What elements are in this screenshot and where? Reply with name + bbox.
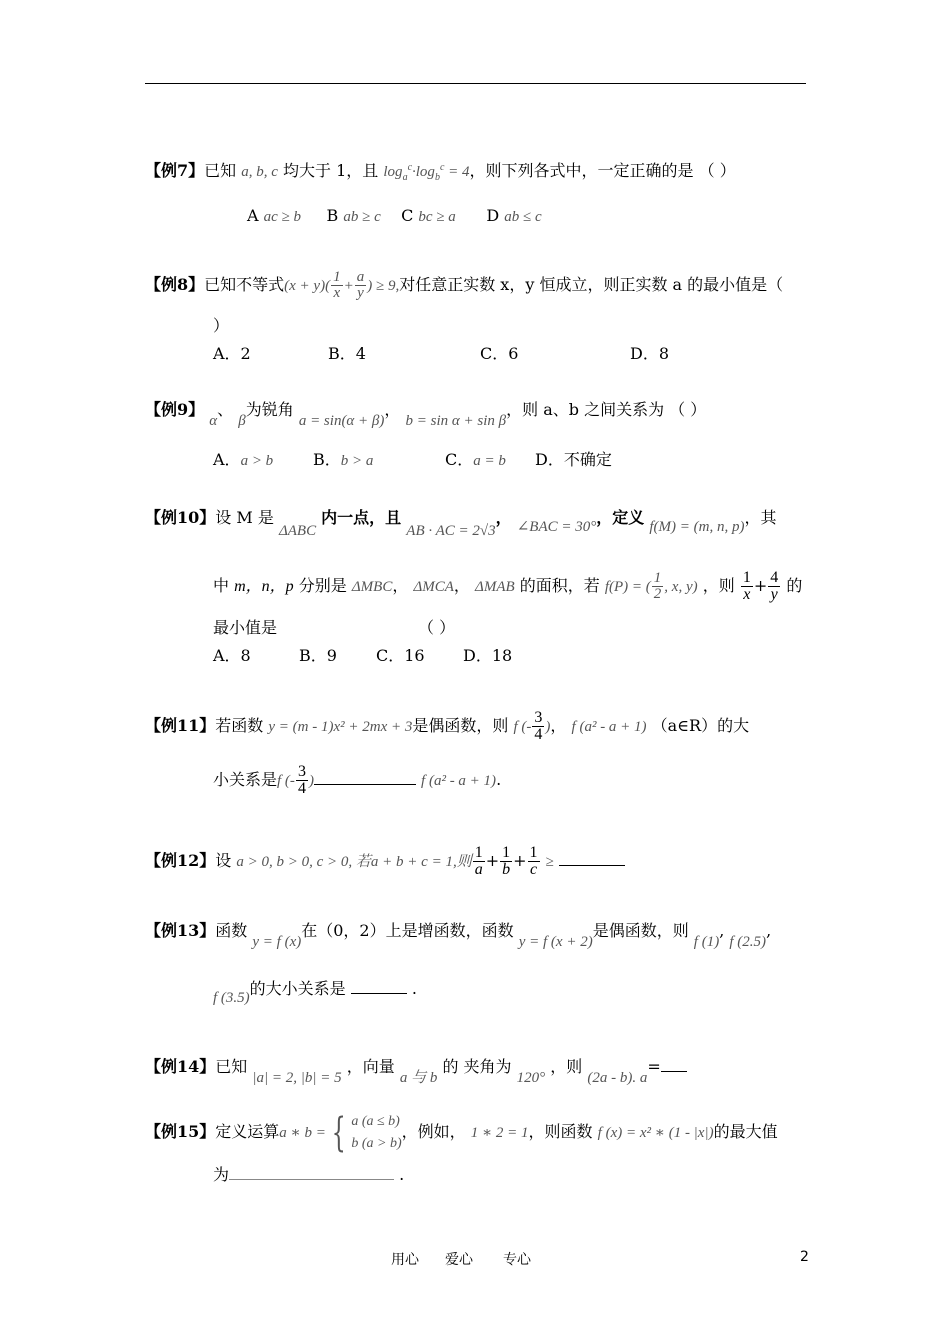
option-c: C．16 — [376, 646, 425, 665]
function: y = (m - 1)x² + 2mx + 3 — [268, 719, 413, 735]
example-8-question: 【例8】已知不等式(x + y)( $\frac{1}{x}$ + $\frac{a}{y}$ ) ≥ 9,对任意正实数 x，y 恒成立，则正实数 a 的最小值是（ — [145, 269, 784, 301]
alpha: α — [209, 413, 218, 429]
f-3-5: f (3.5) — [213, 990, 250, 1006]
example-13-tag: 【例13】 — [145, 921, 216, 940]
fraction: $\frac{a}{y}$ — [356, 269, 365, 301]
f-p: f(P) = ( — [604, 579, 651, 595]
f-2-5: f (2.5) — [729, 934, 767, 950]
option-d-label: D — [486, 206, 500, 225]
angle: ∠BAC = 30° — [516, 519, 597, 535]
header-rule — [145, 83, 806, 84]
answer-blank[interactable] — [559, 851, 625, 866]
option-d: D．18 — [463, 646, 513, 665]
text: 对任意正实数 x，y 恒成立，则正实数 a 的最小值是（ — [399, 275, 784, 294]
ge-sign: ≥ — [545, 854, 554, 870]
operator: a ∗ b = — [279, 1125, 326, 1141]
left-brace-icon: { — [331, 1109, 346, 1156]
option-a-label: A — [247, 206, 259, 225]
example-7-options — [247, 205, 542, 228]
option-b: B．4 — [328, 344, 366, 363]
option-c: C．a = b — [445, 450, 506, 469]
footer-motto-2: 爱心 — [445, 1252, 473, 1268]
angle-120: 120° — [516, 1070, 546, 1086]
piecewise: { a (a ≤ b) b (a > b) — [331, 1109, 402, 1156]
example-10-question-line-3: 最小值是 （ ） — [213, 618, 456, 637]
log-expression: $\log_a^c\cdot\log_b^c = 4$ — [383, 162, 470, 183]
option-b: ab ≥ c — [343, 209, 381, 225]
text: ，其 — [744, 508, 777, 527]
answer-blank[interactable] — [351, 979, 407, 994]
example-10-question-line-2: 中 m，n，p 分别是 ΔMBC， ΔMCA， ΔMAB 的面积，若 f(P) = ( $\frac{1}{2}$ , x, y) ，则 $\frac{1}{x}$ + $\frac{4}{y}$ 的 — [213, 569, 803, 603]
example-15-question-line-1: 【例15】定义运算a ∗ b = { a (a ≤ b) b (a > b) ，例如， 1 ∗ 2 = 1，则函数 f (x) = x² ∗ (1 - |x|)的最大值 — [145, 1109, 778, 1156]
option-c-label: C — [401, 206, 414, 225]
option-a: ac ≥ b — [263, 209, 302, 225]
answer-paren: （ ） — [418, 618, 456, 637]
text: ，定义 — [596, 508, 645, 527]
f-1: f (1) — [693, 934, 720, 950]
expression: (2a - b). a — [587, 1070, 648, 1086]
f-m-definition: f(M) = (m, n, p) — [649, 519, 745, 535]
option-c: bc ≥ a — [418, 209, 456, 225]
f-value-2: f (a² - a + 1) — [571, 719, 647, 735]
option-b: B．9 — [299, 646, 337, 665]
option-d: ab ≤ c — [504, 209, 542, 225]
mnp: m，n，p — [234, 578, 294, 595]
option-a: A．8 — [213, 646, 251, 665]
example-10-question-line-1: 【例10】设 M 是 ΔABC 内一点，且 AB · AC = 2√3， ∠BAC = 30°，定义 f(M) = (m, n, p)，其 — [145, 508, 777, 539]
example-11-question-line-1: 【例11】若函数 y = (m - 1)x² + 2mx + 3是偶函数，则 f (- $\frac{3}{4}$ )， f (a² - a + 1) （a∈R）的大 — [145, 709, 750, 743]
answer-blank[interactable] — [229, 1165, 394, 1180]
option-d: D．不确定 — [535, 450, 612, 469]
example-12-question: 【例12】设 a > 0, b > 0, c > 0, 若a + b + c = 1,则 $\frac{1}{a}$ + $\frac{1}{b}$ + $\frac{1}{c}$ ≥ — [145, 841, 625, 882]
function: f (x) = x² ∗ (1 - |x|) — [597, 1125, 714, 1141]
fraction: $\frac{1}{x}$ — [333, 269, 341, 301]
triangle-mbc: ΔMBC — [351, 579, 393, 595]
condition: a > 0, b > 0, c > 0, 若a + b + c = 1,则 — [236, 854, 472, 870]
example-7-question — [145, 157, 736, 189]
example-8-close-paren: ） — [213, 316, 230, 335]
a-expression: a = sin(α + β) — [298, 413, 385, 429]
example-11-tag: 【例11】 — [145, 716, 216, 735]
example-14-question: 【例14】已知 |a| = 2, |b| = 5 ，向量 a 与 b 的 夹角为 120° ，则 (2a - b). a= — [145, 1056, 687, 1079]
text: 内一点，且 — [321, 508, 402, 527]
norms: |a| = 2, |b| = 5 — [252, 1070, 342, 1086]
footer-motto-1: 用心 — [391, 1252, 419, 1268]
option-a: A．2 — [213, 344, 251, 363]
beta: β — [238, 413, 246, 429]
fraction-1-x: $\frac{1}{x}$ — [742, 569, 751, 603]
option-a: A．a > b — [213, 450, 274, 469]
math-lhs: (x + y)( — [284, 278, 331, 294]
example-7-tag: 【例7】 — [145, 161, 205, 180]
example-10-tag: 【例10】 — [145, 508, 216, 527]
fraction-1-a: $\frac{1}{a}$ — [474, 844, 483, 878]
option-b-label: B — [326, 206, 339, 225]
option-b: B．b > a — [313, 450, 374, 469]
example: 1 ∗ 2 = 1 — [470, 1125, 529, 1141]
option-d: D．8 — [630, 344, 670, 363]
vectors-a-b: a 与 b — [399, 1070, 438, 1086]
example-8-tag: 【例8】 — [145, 275, 205, 294]
triangle-mca: ΔMCA — [413, 579, 454, 595]
triangle-mab: ΔMAB — [475, 579, 515, 595]
function-y-fx2: y = f (x + 2) — [518, 934, 593, 950]
text: 均大于 1，且 — [283, 161, 379, 180]
fraction-1-b: $\frac{1}{b}$ — [502, 844, 511, 878]
example-15-question-line-2: 为 . — [213, 1165, 405, 1184]
math-rhs: ) ≥ 9, — [367, 278, 400, 294]
triangle-abc: ΔABC — [278, 523, 317, 539]
text: 设 M 是 — [215, 508, 274, 527]
text: ，则下列各式中，一定正确的是 （ ） — [469, 161, 736, 180]
example-9-tag: 【例9】 — [145, 400, 205, 419]
answer-blank[interactable] — [661, 1057, 687, 1072]
example-9-question: 【例9】 α、 β为锐角 a = sin(α + β)， b = sin α + sin β，则 a、b 之间关系为 （ ） — [145, 400, 707, 429]
text: 已知 — [204, 161, 237, 180]
function-y-fx: y = f (x) — [252, 934, 302, 950]
fraction-3-4: $\frac{3}{4}$ — [534, 709, 543, 743]
fraction-3-4: $\frac{3}{4}$ — [297, 763, 306, 797]
f-value: f (- — [513, 719, 532, 735]
page-number: 2 — [800, 1249, 809, 1265]
math-vars: a, b, c — [241, 164, 278, 180]
example-15-tag: 【例15】 — [145, 1122, 216, 1141]
example-12-tag: 【例12】 — [145, 851, 216, 870]
text: 已知不等式 — [204, 275, 285, 294]
example-11-question-line-2: 小关系是f (- $\frac{3}{4}$ ) f (a² - a + 1). — [213, 763, 502, 797]
text: ，则 a、b 之间关系为 （ ） — [506, 400, 707, 419]
example-14-tag: 【例14】 — [145, 1057, 216, 1076]
answer-blank[interactable] — [314, 770, 416, 785]
b-expression: b = sin α + sin β — [405, 413, 507, 429]
fraction-4-y: $\frac{4}{y}$ — [770, 569, 779, 603]
dot-product: AB · AC = 2√3 — [406, 523, 496, 539]
fraction-1-c: $\frac{1}{c}$ — [529, 844, 538, 878]
option-c: C．6 — [480, 344, 519, 363]
text: 为锐角 — [245, 400, 294, 419]
example-13-question-line-2: f (3.5)的大小关系是 . — [213, 979, 417, 1006]
footer-motto-3: 专心 — [503, 1252, 531, 1268]
example-13-question-line-1: 【例13】函数 y = f (x)在（0，2）上是增函数，函数 y = f (x + 2)是偶函数，则 f (1), f (2.5), — [145, 921, 772, 950]
fraction: $\frac{1}{2}$ — [653, 570, 662, 602]
